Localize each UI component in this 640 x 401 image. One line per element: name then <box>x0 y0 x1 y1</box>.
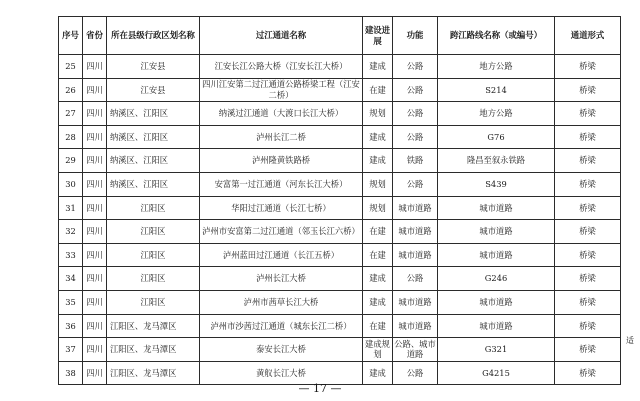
river-crossing-table <box>58 16 621 385</box>
table-cell: 纳溪区、江阳区 <box>107 149 200 173</box>
table-cell: 桥梁 <box>555 172 621 196</box>
table-cell: 桥梁 <box>555 220 621 244</box>
table-cell: 桥梁 <box>555 125 621 149</box>
table-cell: 江安县 <box>107 78 200 102</box>
table-row <box>59 243 621 267</box>
table-cell: 隆昌至叙永铁路 <box>438 149 555 173</box>
table-cell: 建成 <box>363 125 393 149</box>
table-row <box>59 55 621 79</box>
table-cell: 26 <box>59 78 83 102</box>
table-cell: 在建 <box>363 220 393 244</box>
table-cell: 城市道路 <box>438 243 555 267</box>
table-cell: 规划 <box>363 102 393 126</box>
table-cell: 四川 <box>83 172 107 196</box>
table-cell: 规划 <box>363 196 393 220</box>
table-cell: S439 <box>438 172 555 196</box>
column-header: 过江通道名称 <box>200 17 363 55</box>
table-cell: G76 <box>438 125 555 149</box>
column-header: 所在县级行政区划名称 <box>107 17 200 55</box>
table-cell: 35 <box>59 290 83 314</box>
column-header: 序号 <box>59 17 83 55</box>
table-cell: 公路 <box>393 361 438 385</box>
table-cell: 27 <box>59 102 83 126</box>
table-cell: 桥梁 <box>555 55 621 79</box>
column-header: 通道形式 <box>555 17 621 55</box>
table-cell: 江阳区 <box>107 267 200 291</box>
table-cell: 34 <box>59 267 83 291</box>
table-cell: 32 <box>59 220 83 244</box>
table-cell: 25 <box>59 55 83 79</box>
table-cell: 城市道路 <box>393 314 438 338</box>
table-cell: 江安县 <box>107 55 200 79</box>
table-cell: 城市道路 <box>393 290 438 314</box>
table-cell: 城市道路 <box>438 290 555 314</box>
table-cell: 38 <box>59 361 83 385</box>
column-header: 功能 <box>393 17 438 55</box>
table-cell: 地方公路 <box>438 102 555 126</box>
table-row <box>59 196 621 220</box>
table-row <box>59 149 621 173</box>
table-cell: 公路 <box>393 102 438 126</box>
table-cell: 泸州蓝田过江通道（长江五桥） <box>200 243 363 267</box>
table-cell: 江阳区 <box>107 290 200 314</box>
table-cell: 四川 <box>83 267 107 291</box>
table-cell: 公路、城市道路 <box>394 338 436 360</box>
table-cell: 江安长江公路大桥（江安长江大桥） <box>200 55 363 79</box>
table-cell: 建成 <box>363 361 393 385</box>
table-header-row <box>59 17 621 55</box>
column-header: 跨江路线名称（或编号） <box>438 17 555 55</box>
table-cell: 公路 <box>393 267 438 291</box>
cut-off-text: 适 <box>626 336 634 345</box>
table-cell: 桥梁 <box>555 78 621 102</box>
table-row <box>59 338 621 362</box>
table-row <box>59 125 621 149</box>
table-cell: 泸州长江大桥 <box>200 267 363 291</box>
table-cell: 江阳区、龙马潭区 <box>107 314 200 338</box>
table-row <box>59 267 621 291</box>
table-cell: 建成 <box>363 290 393 314</box>
table-cell: 在建 <box>363 243 393 267</box>
column-header: 省份 <box>83 17 107 55</box>
table-cell: 纳溪区、江阳区 <box>107 125 200 149</box>
table-cell: 四川 <box>83 361 107 385</box>
table-cell: 江阳区 <box>107 243 200 267</box>
column-header: 建设进展 <box>363 17 393 55</box>
table-cell: 地方公路 <box>438 55 555 79</box>
table-cell: 城市道路 <box>393 220 438 244</box>
table-cell: 桥梁 <box>555 102 621 126</box>
table-cell: 四川 <box>83 149 107 173</box>
table-cell: 安富第一过江通道（河东长江大桥） <box>200 172 363 196</box>
table-cell: 建成规划 <box>363 338 393 362</box>
table-cell: 四川江安第二过江通道公路桥梁工程（江安二桥） <box>200 78 363 102</box>
table-cell: 在建 <box>363 314 393 338</box>
table-row <box>59 290 621 314</box>
table-cell: S214 <box>438 78 555 102</box>
table-cell: 在建 <box>363 78 393 102</box>
table-cell: 桥梁 <box>555 314 621 338</box>
table-cell: 建成 <box>363 149 393 173</box>
page-number: — 17 — <box>298 382 342 395</box>
document-page <box>58 16 620 385</box>
table-cell: 泸州市茜草长江大桥 <box>200 290 363 314</box>
table-cell: 29 <box>59 149 83 173</box>
table-cell: G246 <box>438 267 555 291</box>
table-row <box>59 78 621 102</box>
table-row <box>59 102 621 126</box>
table-cell: 城市道路 <box>393 196 438 220</box>
table-cell: 江阳区、龙马潭区 <box>107 338 200 362</box>
table-cell: 城市道路 <box>438 314 555 338</box>
table-cell: 纳溪过江通道（大渡口长江大桥） <box>200 102 363 126</box>
table-cell: 四川 <box>83 125 107 149</box>
table-body <box>59 55 621 385</box>
table-cell: 36 <box>59 314 83 338</box>
table-cell: 泸州隆黄铁路桥 <box>200 149 363 173</box>
table-cell: 华阳过江通道（长江七桥） <box>200 196 363 220</box>
table-cell: 城市道路 <box>393 243 438 267</box>
table-cell: 31 <box>59 196 83 220</box>
table-cell: 桥梁 <box>555 149 621 173</box>
table-cell: 桥梁 <box>555 196 621 220</box>
table-cell: 建成 <box>363 267 393 291</box>
table-cell: 四川 <box>83 220 107 244</box>
table-cell: 铁路 <box>393 149 438 173</box>
table-cell: 四川 <box>83 290 107 314</box>
table-cell: 黄舣长江大桥 <box>200 361 363 385</box>
table-cell: 四川 <box>83 196 107 220</box>
table-cell: 泰安长江大桥 <box>200 338 363 362</box>
table-cell: 37 <box>59 338 83 362</box>
table-cell: 城市道路 <box>438 220 555 244</box>
table-cell: 江阳区、龙马潭区 <box>107 361 200 385</box>
table-cell: 28 <box>59 125 83 149</box>
table-cell: 泸州市安富第二过江通道（邻玉长江六桥） <box>200 220 363 244</box>
table-cell: 纳溪区、江阳区 <box>107 102 200 126</box>
table-cell: 四川 <box>83 338 107 362</box>
table-cell: G4215 <box>438 361 555 385</box>
table-cell: 桥梁 <box>555 290 621 314</box>
table-cell: 规划 <box>363 172 393 196</box>
table-row <box>59 220 621 244</box>
table-cell: 四川 <box>83 55 107 79</box>
table-cell: 33 <box>59 243 83 267</box>
table-cell: 江阳区 <box>107 220 200 244</box>
table-cell: 四川 <box>83 102 107 126</box>
table-cell: 四川 <box>83 314 107 338</box>
table-cell: 桥梁 <box>555 267 621 291</box>
table-cell: 四川 <box>83 78 107 102</box>
table-cell: 泸州市沙茜过江通道（城东长江二桥） <box>200 314 363 338</box>
table-cell: 公路 <box>393 172 438 196</box>
table-cell: 公路 <box>393 78 438 102</box>
table-cell: 桥梁 <box>555 338 621 362</box>
table-cell: 建成 <box>363 55 393 79</box>
table-cell: 城市道路 <box>438 196 555 220</box>
table-cell: 江阳区 <box>107 196 200 220</box>
table-cell: 纳溪区、江阳区 <box>107 172 200 196</box>
table-cell: G321 <box>438 338 555 362</box>
table-cell: 公路 <box>393 55 438 79</box>
table-cell: 四川 <box>83 243 107 267</box>
table-cell: 桥梁 <box>555 243 621 267</box>
table-cell: 泸州长江二桥 <box>200 125 363 149</box>
table-cell: 公路 <box>393 125 438 149</box>
table-cell: 30 <box>59 172 83 196</box>
table-row <box>59 314 621 338</box>
table-row <box>59 172 621 196</box>
table-cell: 桥梁 <box>555 361 621 385</box>
